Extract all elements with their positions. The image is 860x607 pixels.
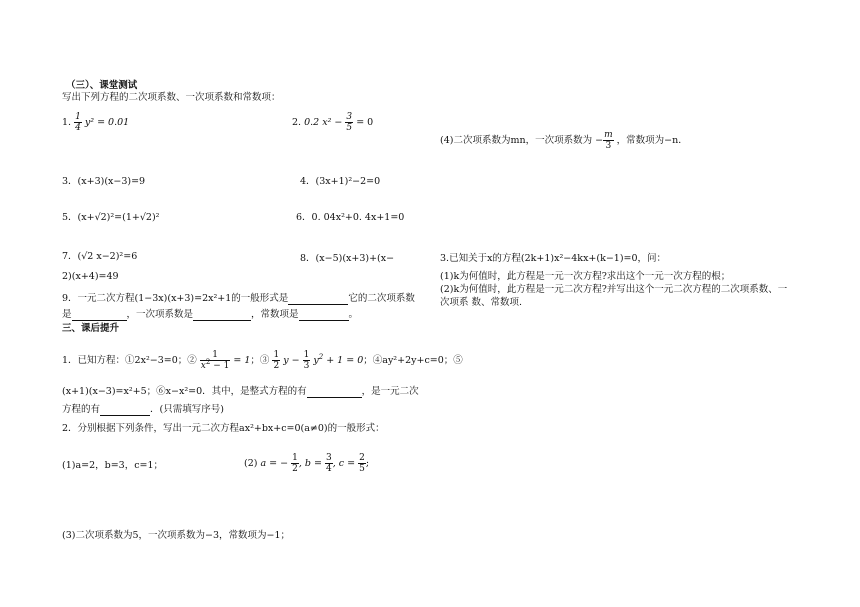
fraction-b bbox=[325, 453, 333, 474]
answer-blank[interactable] bbox=[100, 406, 150, 416]
problem-1-line-3 bbox=[62, 404, 224, 416]
fraction-numerator: 1 bbox=[273, 350, 280, 360]
question-9-text: 9．一元二次方程(1−3x)(x+3)=2x²+1的一般形式是 bbox=[62, 293, 289, 304]
fraction-3-5 bbox=[345, 112, 353, 133]
section-title-classroom-test: （三）、课堂测试 bbox=[66, 80, 138, 91]
problem-1-text: 1．已知方程：①2x²−3=0；② bbox=[62, 355, 197, 366]
fraction-denominator: 5 bbox=[359, 464, 365, 474]
question-3: 3．(x+3)(x−3)=9 bbox=[62, 176, 146, 187]
question-4: 4．(3x+1)²−2=0 bbox=[300, 176, 381, 187]
question-5: 5．(x+√2)²=(1+√2)² bbox=[62, 212, 160, 223]
problem-1-text-6: 方程的有 bbox=[62, 404, 101, 415]
problem-1-line-1: 1．已知方程：①2x²−3=0；② $\frac{1}{x^2 - 1}$ = 1；③ $\frac{1}{2}$ y − $\frac{1}{3}$ $y^2 + 1 = 0$；④ay²+2y+c=0；⑤ bbox=[62, 350, 463, 371]
question-2-suffix: = 0 bbox=[356, 117, 374, 128]
fraction-denominator: 4 bbox=[75, 123, 81, 133]
semicolon: ; bbox=[365, 458, 370, 469]
fraction-m-3 bbox=[603, 130, 614, 151]
problem-1-line-2 bbox=[62, 386, 419, 398]
answer-blank[interactable] bbox=[72, 311, 127, 321]
question-1 bbox=[62, 110, 129, 136]
question-2-number: 2. bbox=[292, 117, 302, 128]
fraction-denominator: 5 bbox=[346, 123, 353, 133]
problem-3-statement: 3.已知关于x的方程(2k+1)x²−4kx+(k−1)=0，问： bbox=[440, 253, 667, 264]
question-9-text-2: 它的二次项系数 bbox=[348, 293, 415, 304]
problem-2-part-4: (4)二次项系数为mn，一次项系数为 − $\frac{m}{3}$ ，常数项为−n． bbox=[440, 130, 688, 151]
question-9-line-2 bbox=[62, 309, 358, 321]
question-2 bbox=[292, 110, 373, 136]
fraction-numerator: 1 bbox=[292, 453, 298, 463]
question-9-line-1 bbox=[62, 293, 415, 305]
problem-3-part-2-cont: 次项系 数、常数项. bbox=[440, 297, 523, 308]
fraction-1-4 bbox=[74, 112, 82, 133]
question-8-line-2: 2)(x+4)=49 bbox=[62, 271, 119, 282]
fraction-denominator: 3 bbox=[303, 361, 310, 371]
fraction-numerator: m bbox=[604, 130, 613, 140]
question-9-text-3: 是 bbox=[62, 309, 72, 320]
coefficient-b: , b = bbox=[298, 458, 322, 469]
problem-2-part-4-text-2: ，常数项为−n． bbox=[616, 135, 688, 146]
problem-2-part-2-label: (2) bbox=[244, 458, 258, 469]
problem-2-part-3: (3)二次项系数为5，一次项系数为−3，常数项为−1； bbox=[62, 530, 291, 541]
problem-1-text-7: ．(只需填写序号) bbox=[150, 404, 224, 415]
instruction-text: 写出下列方程的二次项系数、一次项系数和常数项： bbox=[62, 92, 281, 103]
question-9-text-4: ，一次项系数是 bbox=[126, 309, 194, 320]
fraction-numerator: 1 bbox=[200, 350, 231, 361]
answer-blank[interactable] bbox=[193, 311, 251, 321]
question-8-line-1: 8．(x−5)(x+3)+(x− bbox=[300, 253, 395, 264]
coefficient-c: , c = bbox=[332, 458, 356, 469]
answer-blank[interactable] bbox=[288, 295, 348, 305]
problem-1-text-3: ；④ay²+2y+c=0；⑤ bbox=[363, 355, 463, 366]
problem-2-statement: 2．分别根据下列条件，写出一元二次方程ax²+bx+c=0(a≠0)的一般形式： bbox=[62, 423, 385, 434]
answer-blank[interactable] bbox=[307, 388, 362, 398]
question-9-text-6: 。 bbox=[348, 309, 359, 320]
problem-3-part-2: (2)k为何值时，此方程是一元二次方程?并写出这个一元二次方程的二次项系数、一 bbox=[440, 284, 788, 295]
question-2-prefix: 0.2 x² − bbox=[304, 117, 343, 128]
problem-2-part-1: (1)a=2，b=3，c=1； bbox=[62, 460, 164, 471]
fraction-a bbox=[291, 453, 299, 474]
fraction-numerator: 1 bbox=[75, 112, 81, 122]
fraction-1-over-x2-1 bbox=[200, 350, 231, 371]
coefficient-a: a = − bbox=[260, 458, 289, 469]
fraction-denominator: 3 bbox=[605, 141, 612, 151]
question-1-number: 1. bbox=[62, 117, 72, 128]
problem-1-text-4: (x+1)(x−3)=x²+5；⑥x−x²=0．其中，是整式方程的有 bbox=[62, 386, 307, 397]
fraction-denominator: $x^2 - 1$ bbox=[200, 358, 230, 371]
fraction-denominator: 4 bbox=[326, 464, 332, 474]
problem-2-part-4-text: (4)二次项系数为mn，一次项系数为 bbox=[440, 135, 593, 146]
fraction-numerator: 1 bbox=[303, 350, 310, 360]
fraction-denominator: 2 bbox=[292, 464, 298, 474]
fraction-numerator: 3 bbox=[326, 453, 332, 463]
problem-3-part-1: (1)k为何值时，此方程是一元一次方程?求出这个一元一次方程的根； bbox=[440, 271, 731, 282]
problem-1-text-5: ，是一元二次 bbox=[361, 386, 419, 397]
problem-1-text-2: ；③ bbox=[250, 355, 270, 366]
question-1-expression: y² = 0.01 bbox=[84, 117, 130, 128]
fraction-numerator: 3 bbox=[346, 112, 353, 122]
question-6: 6．0. 04x²+0. 4x+1=0 bbox=[296, 212, 405, 223]
question-7: 7．(√2 x−2)²=6 bbox=[62, 251, 138, 262]
fraction-c bbox=[358, 453, 366, 474]
fraction-numerator: 2 bbox=[359, 453, 365, 463]
section-title-after-class: 三、课后提升 bbox=[62, 323, 120, 334]
answer-blank[interactable] bbox=[299, 311, 349, 321]
problem-2-part-2 bbox=[244, 448, 369, 480]
fraction-denominator: 2 bbox=[273, 361, 280, 371]
question-9-text-5: ，常数项是 bbox=[251, 309, 299, 320]
